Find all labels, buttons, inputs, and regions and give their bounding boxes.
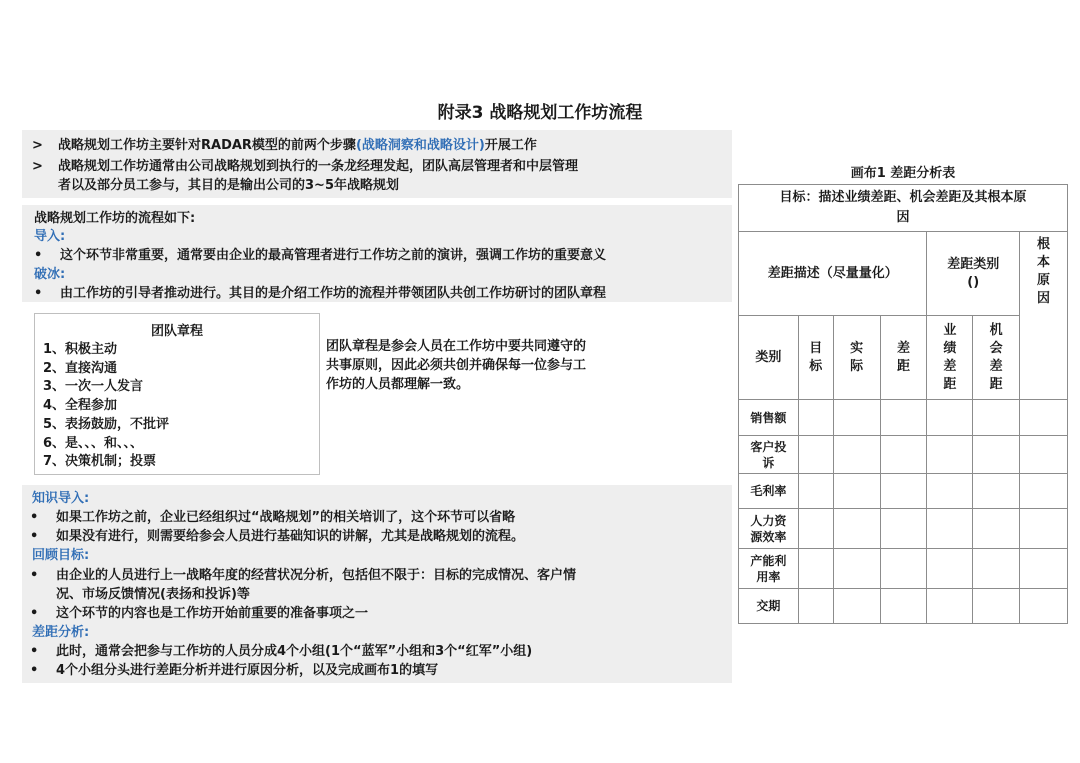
table-cell[interactable] [927,509,973,549]
gap-text: 4个小组分头进行差距分析并进行原因分析，以及完成画布1的填写 [56,663,439,678]
actual-char: 际 [850,358,864,374]
table-row [739,232,1068,316]
process-panel [22,205,732,302]
table-cell[interactable] [973,436,1020,474]
intro-panel [22,130,732,198]
row-label-text: 交期 [756,599,781,613]
charter-item: 6、是、、、和、、、 [43,435,144,451]
gap-text: 此时，通常会把参与工作坊的人员分成4个小组(1个“蓝军”小组和3个“红军”小组) [56,644,533,659]
row-label [739,509,799,549]
root-cause-char: 本 [1037,255,1051,270]
row-label [739,436,799,474]
gap-analysis-table [738,184,1068,624]
bullet-dot: • [34,248,43,263]
perf-gap-char: 绩 [943,340,957,356]
table-cell[interactable] [973,589,1020,624]
root-cause-char: 因 [1037,291,1051,306]
row-label [739,549,799,589]
knowledge-bullet [30,508,515,527]
table-row [739,400,1068,436]
bullet-dot: • [30,644,39,659]
table-cell[interactable] [880,549,927,589]
table-cell[interactable] [880,436,927,474]
goal-text: 目标：描述业绩差距、机会差距及其根本原 [779,190,1027,205]
intro-text: 战略规划工作坊通常由公司战略规划到执行的一条龙经理发起，团队高层管理者和中层管理 [58,159,579,174]
bullet-dot: • [30,663,39,678]
perf-gap-char: 业 [943,322,957,338]
import-bullet [34,246,606,265]
table-cell[interactable] [833,589,880,624]
goal-cell [739,185,1068,232]
table-cell[interactable] [927,436,973,474]
charter-item: 7、决策机制；投票 [43,454,157,470]
table-row [739,185,1068,232]
table-cell[interactable] [833,436,880,474]
charter-item: 4、全程参加 [43,398,118,414]
charter-note-line: 团队章程是参会人员在工作坊中要共同遵守的 [326,339,587,354]
knowledge-label: 知识导入: [32,491,90,506]
table-cell[interactable] [880,474,927,509]
knowledge-text: 如果工作坊之前，企业已经组织过“战略规划”的相关培训了，这个环节可以省略 [56,510,516,525]
table-cell[interactable] [973,474,1020,509]
opportunity-gap-header [973,316,1020,400]
table-cell[interactable] [833,400,880,436]
table-cell[interactable] [973,549,1020,589]
table-row [739,549,1068,589]
team-charter-title: 团队章程 [150,324,203,339]
table-cell[interactable] [798,589,833,624]
intro-text-continued: 者以及部分员工参与，其目的是输出公司的3~5年战略规划 [58,178,399,193]
charter-note-line: 作坊的人员都理解一致。 [326,377,470,392]
icebreak-label: 破冰: [34,267,66,282]
charter-note-line: 共事原则，因此必须共创并确保每一位参与工 [326,358,587,373]
intro-marker: > [32,159,43,174]
gap-bullet [30,642,532,661]
icebreak-text: 由工作坊的引导者推动进行。其目的是介绍工作坊的流程并带领团队共创工作坊研讨的团队章程 [60,286,607,301]
team-charter-box [34,313,320,475]
target-char: 目 [809,340,823,356]
gap-header [880,316,927,400]
intro-text: 战略规划工作坊主要针对RADAR模型的前两个步骤(战略洞察和战略设计)开展工作 [58,138,537,153]
review-label: 回顾目标: [32,548,90,563]
table-cell[interactable] [927,549,973,589]
table-cell[interactable] [798,436,833,474]
row-label-text: 诉 [762,455,775,470]
row-label-text: 销售额 [750,410,787,425]
bullet-dot: • [30,606,39,621]
import-label: 导入: [34,229,66,244]
actual-header [833,316,880,400]
opp-gap-char: 会 [989,340,1003,356]
gap-type-text: () [967,274,980,290]
table-cell[interactable] [1020,436,1068,474]
gap-bullet [30,661,438,680]
gap-char: 差 [896,340,910,356]
row-label-text: 毛利率 [750,484,787,498]
table-row [739,474,1068,509]
review-bullet [30,566,576,585]
row-label [739,474,799,509]
gap-type-text: 差距类别 [947,256,1000,272]
row-label [739,400,799,436]
table-cell[interactable] [1020,549,1068,589]
knowledge-text: 如果没有进行，则需要给参会人员进行基础知识的讲解，尤其是战略规划的流程。 [56,529,525,544]
table-cell[interactable] [880,509,927,549]
table-cell[interactable] [798,474,833,509]
knowledge-bullet [30,527,524,546]
opp-gap-char: 机 [989,322,1003,338]
charter-item: 5、表扬鼓励，不批评 [43,416,170,432]
table-cell[interactable] [798,549,833,589]
gap-char: 距 [896,358,910,374]
opp-gap-char: 距 [989,376,1003,392]
charter-item: 1、积极主动 [43,342,118,357]
table-cell[interactable] [798,400,833,436]
table-cell[interactable] [833,549,880,589]
root-cause-header [1020,232,1068,400]
table-cell[interactable] [833,474,880,509]
table-cell[interactable] [880,400,927,436]
intro-marker: > [32,138,43,153]
row-label [739,589,799,624]
perf-gap-char: 距 [943,376,957,392]
charter-note [326,337,656,394]
intro-bullet-1 [32,136,537,155]
perf-gap-char: 差 [943,358,957,374]
review-text-continued: 况、市场反馈情况(表扬和投诉)等 [56,587,250,602]
target-header [798,316,833,400]
review-text: 这个环节的内容也是工作坊开始前重要的准备事项之一 [56,606,369,621]
row-label-text: 源效率 [750,529,787,544]
table-cell[interactable] [1020,474,1068,509]
table-cell[interactable] [973,509,1020,549]
table-row [739,436,1068,474]
table-cell[interactable] [927,400,973,436]
row-label-text: 客户投 [750,439,787,454]
icebreak-bullet [34,284,606,303]
table-cell[interactable] [1020,589,1068,624]
bullet-dot: • [30,529,39,544]
lower-panel [22,485,732,683]
charter-item: 2、直接沟通 [43,360,118,376]
bullet-dot: • [30,510,39,525]
table-cell[interactable] [880,589,927,624]
import-text: 这个环节非常重要，通常要由企业的最高管理者进行工作坊之前的演讲，强调工作坊的重要意义 [60,248,607,263]
category-header: 类别 [739,316,799,400]
review-bullet [30,604,368,623]
table-row [739,509,1068,549]
gap-type-header [927,232,1020,316]
target-char: 标 [809,358,823,374]
table-cell[interactable] [927,474,973,509]
table-cell[interactable] [973,400,1020,436]
row-label-text: 产能利 [750,553,787,568]
performance-gap-header [927,316,973,400]
opp-gap-char: 差 [989,358,1003,374]
root-cause-char: 根 [1037,237,1051,252]
page-title: 附录3 战略规划工作坊流程 [437,103,643,123]
review-text: 由企业的人员进行上一战略年度的经营状况分析，包括但不限于：目标的完成情况、客户情 [56,568,577,583]
actual-char: 实 [850,340,864,356]
gap-analysis-label: 差距分析: [32,625,90,640]
row-label-text: 用率 [756,569,781,584]
table-cell[interactable] [927,589,973,624]
intro-bullet-2 [32,157,578,176]
table-cell[interactable] [1020,400,1068,436]
table-cell[interactable] [1020,509,1068,549]
table-row [739,316,1068,400]
bullet-dot: • [34,286,43,301]
gap-description-header: 差距描述（尽量量化） [739,232,927,316]
table-cell[interactable] [798,509,833,549]
row-label-text: 人力资 [750,513,787,528]
table-row [739,589,1068,624]
root-cause-char: 原 [1037,273,1051,288]
process-heading: 战略规划工作坊的流程如下: [34,211,196,226]
goal-text: 因 [896,210,910,225]
bullet-dot: • [30,568,39,583]
charter-item: 3、一次一人发言 [43,379,144,395]
canvas-title: 画布1 差距分析表 [850,166,956,181]
table-cell[interactable] [833,509,880,549]
